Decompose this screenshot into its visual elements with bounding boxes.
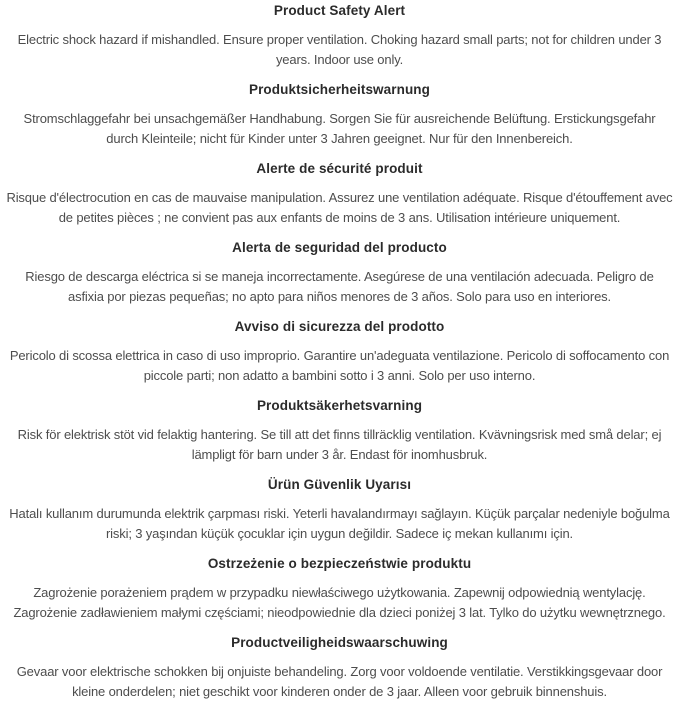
- safety-alert-section-english: [6, 3, 673, 70]
- safety-alert-section-french: [6, 161, 673, 228]
- safety-alert-section-polish: [6, 556, 673, 623]
- section-heading: Produktsicherheitswarnung: [248, 82, 431, 97]
- section-body: Riesgo de descarga eléctrica si se maneja incorrectamente. Asegúrese de una ventilación adecuada. Peligro de asfixia por piezas pequeñas; no apto para niños menores de 3 años. Solo para uso en interiores.: [25, 269, 654, 304]
- section-body: Zagrożenie porażeniem prądem w przypadku niewłaściwego użytkowania. Zapewnij odpowiednią wentylację. Zagrożenie zadławieniem małymi częściami; nieodpowiednie dla dzieci poniżej 3 lat. Tylko do użytku wewnętrznego.: [13, 585, 666, 620]
- section-heading: Avviso di sicurezza del prodotto: [234, 319, 445, 334]
- section-body: Risque d'électrocution en cas de mauvaise manipulation. Assurez une ventilation adéquate. Risque d'étouffement avec de petites pièces ; ne convient pas aux enfants de moins de 3 ans. Utilisation intérieure uniquement.: [6, 190, 673, 225]
- section-body: Gevaar voor elektrische schokken bij onjuiste behandeling. Zorg voor voldoende ventilatie. Verstikkingsgevaar door kleine onderdelen; niet geschikt voor kinderen onder de 3 jaar. Alleen voor gebruik binnenshuis.: [16, 664, 663, 699]
- safety-alert-section-dutch: [6, 635, 673, 702]
- safety-alert-section-turkish: [6, 477, 673, 544]
- section-heading: Ostrzeżenie o bezpieczeństwie produktu: [207, 556, 472, 571]
- safety-alert-section-swedish: [6, 398, 673, 465]
- section-body: Risk för elektrisk stöt vid felaktig hantering. Se till att det finns tillräcklig ventilation. Kvävningsrisk med små delar; ej lämpligt för barn under 3 år. Endast för inomhusbruk.: [17, 427, 662, 462]
- section-heading: Alerte de sécurité produit: [256, 161, 423, 176]
- safety-alert-section-spanish: [6, 240, 673, 307]
- section-heading: Produktsäkerhetsvarning: [256, 398, 423, 413]
- section-heading: Ürün Güvenlik Uyarısı: [267, 477, 412, 492]
- section-heading: Productveiligheidswaarschuwing: [231, 635, 448, 650]
- section-body: Pericolo di scossa elettrica in caso di uso improprio. Garantire un'adeguata ventilazione. Pericolo di soffocamento con piccole parti; non adatto a bambini sotto i 3 anni. Solo per uso interno.: [9, 348, 670, 383]
- section-heading: Alerta de seguridad del producto: [232, 240, 447, 255]
- section-body: Electric shock hazard if mishandled. Ensure proper ventilation. Choking hazard small parts; not for children under 3 years. Indoor use only.: [17, 32, 662, 67]
- safety-alert-section-italian: [6, 319, 673, 386]
- section-heading: Product Safety Alert: [273, 3, 406, 18]
- section-body: Stromschlaggefahr bei unsachgemäßer Handhabung. Sorgen Sie für ausreichende Belüftung. Erstickungsgefahr durch Kleinteile; nicht für Kinder unter 3 Jahren geeignet. Nur für den Innenbereich.: [23, 111, 656, 146]
- section-body: Hatalı kullanım durumunda elektrik çarpması riski. Yeterli havalandırmayı sağlayın. Küçük parçalar nedeniyle boğulma riski; 3 yaşından küçük çocuklar için uygun değildir. Sadece iç mekan kullanımı için.: [9, 506, 670, 541]
- safety-alert-section-german: [6, 82, 673, 149]
